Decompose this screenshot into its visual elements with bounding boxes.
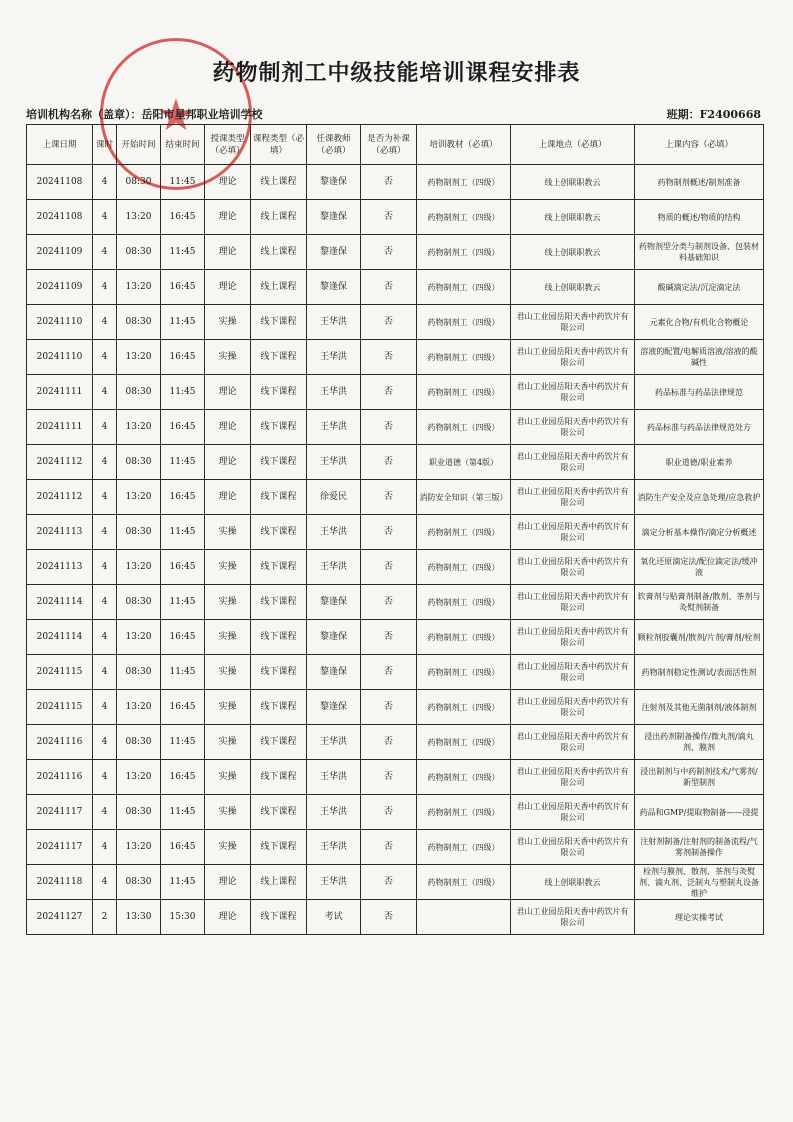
table-cell: 药物制剂概述/制剂准备: [635, 165, 764, 200]
table-cell: 否: [361, 865, 417, 900]
table-row: [27, 515, 764, 550]
table-cell: 实操: [205, 340, 251, 375]
table-cell: 王华洪: [307, 340, 361, 375]
table-cell: 线下课程: [251, 550, 307, 585]
table-cell: 实操: [205, 690, 251, 725]
table-cell: 11:45: [161, 165, 205, 200]
header-cell: 授课类型（必填）: [205, 125, 251, 165]
table-cell: 15:30: [161, 900, 205, 935]
table-cell: 药物制剂工（四级）: [417, 200, 511, 235]
table-cell: 注射剂及其他无菌制剂/液体制剂: [635, 690, 764, 725]
table-cell: 20241114: [27, 585, 93, 620]
table-cell: 否: [361, 235, 417, 270]
table-cell: 否: [361, 515, 417, 550]
table-cell: 否: [361, 690, 417, 725]
table-cell: 理论: [205, 445, 251, 480]
table-row: [27, 270, 764, 305]
table-cell: 线下课程: [251, 515, 307, 550]
table-row: [27, 830, 764, 865]
table-cell: 08:30: [117, 305, 161, 340]
table-cell: 王华洪: [307, 865, 361, 900]
table-cell: 4: [93, 270, 117, 305]
table-cell: 4: [93, 515, 117, 550]
table-row: [27, 375, 764, 410]
table-cell: 16:45: [161, 270, 205, 305]
table-cell: 13:20: [117, 760, 161, 795]
table-cell: 20241117: [27, 830, 93, 865]
table-cell: 君山工业园岳阳天香中药饮片有限公司: [511, 445, 635, 480]
table-cell: 2: [93, 900, 117, 935]
table-cell: 线上课程: [251, 235, 307, 270]
table-cell: 08:30: [117, 375, 161, 410]
header-cell: 上课地点（必填）: [511, 125, 635, 165]
table-cell: 线上创联职教云: [511, 235, 635, 270]
table-cell: 线上创联职教云: [511, 270, 635, 305]
table-cell: 线下课程: [251, 795, 307, 830]
table-cell: 20241115: [27, 655, 93, 690]
table-cell: 药品和GMP/提取物制备——浸提: [635, 795, 764, 830]
table-cell: 线上课程: [251, 865, 307, 900]
table-cell: 线下课程: [251, 760, 307, 795]
header-row: [27, 125, 764, 165]
table-cell: 消防生产安全及应急处理/应急救护: [635, 480, 764, 515]
table-cell: 药物制剂工（四级）: [417, 515, 511, 550]
table-cell: 11:45: [161, 725, 205, 760]
table-cell: 16:45: [161, 410, 205, 445]
table-cell: 4: [93, 445, 117, 480]
table-row: [27, 760, 764, 795]
table-cell: 20241116: [27, 760, 93, 795]
table-cell: 线下课程: [251, 900, 307, 935]
table-cell: 线下课程: [251, 830, 307, 865]
table-cell: 16:45: [161, 760, 205, 795]
header-cell: 培训教材（必填）: [417, 125, 511, 165]
table-cell: 4: [93, 655, 117, 690]
table-cell: 20241112: [27, 445, 93, 480]
table-cell: 君山工业园岳阳天香中药饮片有限公司: [511, 480, 635, 515]
table-cell: 线下课程: [251, 725, 307, 760]
table-cell: 线下课程: [251, 410, 307, 445]
table-cell: 氧化还原滴定法/配位滴定法/缓冲液: [635, 550, 764, 585]
table-cell: 实操: [205, 305, 251, 340]
table-cell: 否: [361, 340, 417, 375]
table-cell: 理论: [205, 200, 251, 235]
table-cell: 20241117: [27, 795, 93, 830]
table-cell: 药物制剂工（四级）: [417, 725, 511, 760]
table-cell: 否: [361, 270, 417, 305]
table-cell: 药物剂型分类与制剂设备、包装材料基础知识: [635, 235, 764, 270]
table-cell: 16:45: [161, 480, 205, 515]
table-cell: 线上创联职教云: [511, 865, 635, 900]
table-cell: 药物制剂工（四级）: [417, 655, 511, 690]
table-row: [27, 235, 764, 270]
table-cell: 4: [93, 375, 117, 410]
table-row: [27, 865, 764, 900]
table-cell: 实操: [205, 760, 251, 795]
table-row: [27, 655, 764, 690]
table-cell: 理论: [205, 410, 251, 445]
table-cell: 王华洪: [307, 830, 361, 865]
table-cell: 君山工业园岳阳天香中药饮片有限公司: [511, 340, 635, 375]
table-cell: 否: [361, 375, 417, 410]
table-cell: 理论: [205, 900, 251, 935]
table-cell: 实操: [205, 585, 251, 620]
table-cell: 11:45: [161, 235, 205, 270]
table-cell: 否: [361, 445, 417, 480]
header-cell: 上课日期: [27, 125, 93, 165]
table-cell: 药物制剂工（四级）: [417, 270, 511, 305]
table-row: [27, 795, 764, 830]
table-cell: 线下课程: [251, 620, 307, 655]
table-cell: 君山工业园岳阳天香中药饮片有限公司: [511, 830, 635, 865]
table-cell: 黎逢保: [307, 165, 361, 200]
table-cell: 君山工业园岳阳天香中药饮片有限公司: [511, 795, 635, 830]
table-cell: 药物制剂工（四级）: [417, 760, 511, 795]
table-cell: 药物制剂工（四级）: [417, 375, 511, 410]
table-cell: 13:20: [117, 340, 161, 375]
table-cell: 线上创联职教云: [511, 200, 635, 235]
table-cell: 理论: [205, 375, 251, 410]
org-label: 培训机构名称（盖章）：岳阳市星邦职业培训学校: [26, 108, 263, 121]
table-cell: 黎逢保: [307, 270, 361, 305]
table-row: [27, 585, 764, 620]
table-cell: 王华洪: [307, 410, 361, 445]
table-cell: 16:45: [161, 620, 205, 655]
table-cell: 20241111: [27, 410, 93, 445]
table-cell: 20241113: [27, 550, 93, 585]
table-cell: 线下课程: [251, 690, 307, 725]
table-cell: 药品标准与药品法律规范: [635, 375, 764, 410]
table-cell: 4: [93, 690, 117, 725]
table-cell: 药物制剂工（四级）: [417, 795, 511, 830]
table-cell: 08:30: [117, 725, 161, 760]
table-cell: 否: [361, 760, 417, 795]
table-cell: 20241108: [27, 165, 93, 200]
table-cell: 药物制剂工（四级）: [417, 585, 511, 620]
table-cell: 11:45: [161, 585, 205, 620]
table-cell: 实操: [205, 725, 251, 760]
table-cell: 实操: [205, 620, 251, 655]
table-cell: 君山工业园岳阳天香中药饮片有限公司: [511, 375, 635, 410]
table-cell: 13:20: [117, 830, 161, 865]
table-cell: 理论: [205, 165, 251, 200]
table-cell: 否: [361, 410, 417, 445]
table-cell: 注射剂制备/注射剂的制备流程/气雾剂制备操作: [635, 830, 764, 865]
table-body: [27, 165, 764, 935]
table-cell: 08:30: [117, 655, 161, 690]
table-cell: 滴定分析基本操作/滴定分析概述: [635, 515, 764, 550]
table-cell: 实操: [205, 515, 251, 550]
table-cell: 颗粒剂胶囊剂/散剂/片剂/膏剂/栓剂: [635, 620, 764, 655]
table-cell: 浸出制剂与中药制剂技术/气雾剂/新型制剂: [635, 760, 764, 795]
table-cell: 君山工业园岳阳天香中药饮片有限公司: [511, 725, 635, 760]
header-cell: 课程类型（必填）: [251, 125, 307, 165]
table-cell: 否: [361, 900, 417, 935]
table-cell: 20241110: [27, 340, 93, 375]
table-cell: 08:30: [117, 235, 161, 270]
table-row: [27, 550, 764, 585]
table-cell: 君山工业园岳阳天香中药饮片有限公司: [511, 690, 635, 725]
table-cell: 4: [93, 235, 117, 270]
table-cell: 16:45: [161, 200, 205, 235]
header-cell: 上课内容（必填）: [635, 125, 764, 165]
table-cell: 君山工业园岳阳天香中药饮片有限公司: [511, 515, 635, 550]
table-cell: 4: [93, 550, 117, 585]
table-cell: 否: [361, 725, 417, 760]
table-cell: 君山工业园岳阳天香中药饮片有限公司: [511, 655, 635, 690]
table-cell: 20241113: [27, 515, 93, 550]
table-cell: 13:20: [117, 270, 161, 305]
table-cell: 11:45: [161, 655, 205, 690]
table-cell: 线下课程: [251, 480, 307, 515]
table-row: [27, 305, 764, 340]
table-cell: 君山工业园岳阳天香中药饮片有限公司: [511, 585, 635, 620]
table-cell: 实操: [205, 830, 251, 865]
table-cell: 11:45: [161, 445, 205, 480]
table-cell: 4: [93, 200, 117, 235]
table-cell: 消防安全知识（第三版）: [417, 480, 511, 515]
table-cell: 王华洪: [307, 550, 361, 585]
table-cell: 16:45: [161, 830, 205, 865]
table-cell: 11:45: [161, 865, 205, 900]
table-cell: 否: [361, 585, 417, 620]
table-cell: 理论: [205, 865, 251, 900]
table-cell: 药物制剂工（四级）: [417, 865, 511, 900]
table-cell: 4: [93, 830, 117, 865]
table-cell: 药物制剂工（四级）: [417, 410, 511, 445]
table-cell: 理论实操考试: [635, 900, 764, 935]
document-title: 药物制剂工中级技能培训课程安排表: [212, 60, 581, 86]
table-cell: 4: [93, 340, 117, 375]
table-cell: 职业道德/职业素养: [635, 445, 764, 480]
table-cell: 4: [93, 410, 117, 445]
table-row: [27, 200, 764, 235]
table-cell: 溶液的配置/电解质溶液/溶液的酸碱性: [635, 340, 764, 375]
table-cell: 否: [361, 550, 417, 585]
table-row: [27, 620, 764, 655]
table-row: [27, 340, 764, 375]
table-cell: [417, 900, 511, 935]
table-cell: 4: [93, 305, 117, 340]
table-cell: 王华洪: [307, 795, 361, 830]
table-cell: 否: [361, 795, 417, 830]
table-cell: 君山工业园岳阳天香中药饮片有限公司: [511, 550, 635, 585]
header-cell: 结束时间: [161, 125, 205, 165]
table-cell: 药物制剂工（四级）: [417, 690, 511, 725]
table-cell: 20241127: [27, 900, 93, 935]
table-cell: 考试: [307, 900, 361, 935]
table-cell: 黎逢保: [307, 655, 361, 690]
table-row: [27, 690, 764, 725]
table-cell: 线下课程: [251, 305, 307, 340]
table-cell: 11:45: [161, 795, 205, 830]
table-cell: 4: [93, 760, 117, 795]
table-cell: 11:45: [161, 515, 205, 550]
class-label: 班期：F2400668: [666, 108, 761, 121]
table-cell: 08:30: [117, 445, 161, 480]
table-cell: 16:45: [161, 340, 205, 375]
table-cell: 药物制剂工（四级）: [417, 235, 511, 270]
table-cell: 黎逢保: [307, 585, 361, 620]
table-cell: 线下课程: [251, 585, 307, 620]
table-cell: 黎逢保: [307, 235, 361, 270]
table-cell: 王华洪: [307, 760, 361, 795]
table-cell: 药物制剂工（四级）: [417, 550, 511, 585]
table-cell: 20241116: [27, 725, 93, 760]
table-cell: 君山工业园岳阳天香中药饮片有限公司: [511, 410, 635, 445]
table-cell: 实操: [205, 795, 251, 830]
table-cell: 20241111: [27, 375, 93, 410]
header-cell: 任课教师（必填）: [307, 125, 361, 165]
table-cell: 20241109: [27, 235, 93, 270]
table-cell: 13:20: [117, 620, 161, 655]
table-cell: 实操: [205, 655, 251, 690]
table-cell: 药物制剂工（四级）: [417, 830, 511, 865]
table-cell: 君山工业园岳阳天香中药饮片有限公司: [511, 305, 635, 340]
table-cell: 13:20: [117, 690, 161, 725]
table-cell: 药物制剂工（四级）: [417, 305, 511, 340]
table-cell: 否: [361, 165, 417, 200]
table-row: [27, 480, 764, 515]
table-cell: 16:45: [161, 550, 205, 585]
table-cell: 4: [93, 620, 117, 655]
header-cell: 开始时间: [117, 125, 161, 165]
table-cell: 13:20: [117, 480, 161, 515]
table-cell: 11:45: [161, 375, 205, 410]
table-cell: 药品标准与药品法律规范处方: [635, 410, 764, 445]
table-cell: 20241109: [27, 270, 93, 305]
table-cell: 否: [361, 655, 417, 690]
table-cell: 线下课程: [251, 655, 307, 690]
table-cell: 王华洪: [307, 375, 361, 410]
table-cell: 酸碱滴定法/沉淀滴定法: [635, 270, 764, 305]
table-cell: 13:20: [117, 410, 161, 445]
table-cell: 药物制剂稳定性测试/表面活性剂: [635, 655, 764, 690]
table-cell: 08:30: [117, 585, 161, 620]
table-cell: 栓剂与膜剂、散剂、茶剂与灸熨剂、滴丸剂、泛制丸与塑制丸设备维护: [635, 865, 764, 900]
table-cell: 13:20: [117, 550, 161, 585]
table-cell: 16:45: [161, 690, 205, 725]
table-cell: 物质的概述/物质的结构: [635, 200, 764, 235]
table-cell: 08:30: [117, 515, 161, 550]
table-cell: 君山工业园岳阳天香中药饮片有限公司: [511, 620, 635, 655]
table-cell: 黎逢保: [307, 620, 361, 655]
table-cell: 职业道德（第4版）: [417, 445, 511, 480]
table-cell: 20241108: [27, 200, 93, 235]
table-cell: 4: [93, 585, 117, 620]
table-cell: 药物制剂工（四级）: [417, 620, 511, 655]
table-cell: 软膏剂与贴膏剂制备/散剂、茶剂与灸熨剂制备: [635, 585, 764, 620]
table-cell: 20241115: [27, 690, 93, 725]
table-cell: 王华洪: [307, 445, 361, 480]
header-cell: 课时: [93, 125, 117, 165]
table-cell: 王华洪: [307, 515, 361, 550]
table-row: [27, 410, 764, 445]
table-cell: 君山工业园岳阳天香中药饮片有限公司: [511, 900, 635, 935]
table-cell: 否: [361, 620, 417, 655]
table-row: [27, 900, 764, 935]
table-cell: 浸出药剂制备操作/微丸剂/滴丸剂、膜剂: [635, 725, 764, 760]
table-cell: 20241114: [27, 620, 93, 655]
table-cell: 线上课程: [251, 270, 307, 305]
table-cell: 徐爱民: [307, 480, 361, 515]
table-cell: 4: [93, 480, 117, 515]
table-cell: 王华洪: [307, 305, 361, 340]
table-cell: 08:30: [117, 795, 161, 830]
table-cell: 4: [93, 865, 117, 900]
table-cell: 否: [361, 200, 417, 235]
table-cell: 4: [93, 725, 117, 760]
header-cell: 是否为补课（必填）: [361, 125, 417, 165]
table-cell: 否: [361, 305, 417, 340]
table-cell: 4: [93, 165, 117, 200]
table-cell: 君山工业园岳阳天香中药饮片有限公司: [511, 760, 635, 795]
table-cell: 黎逢保: [307, 200, 361, 235]
table-cell: 20241110: [27, 305, 93, 340]
table-cell: 线下课程: [251, 445, 307, 480]
table-cell: 理论: [205, 480, 251, 515]
table-cell: 理论: [205, 270, 251, 305]
table-cell: 王华洪: [307, 725, 361, 760]
table-cell: 线上创联职教云: [511, 165, 635, 200]
table-cell: 11:45: [161, 305, 205, 340]
table-cell: 08:30: [117, 165, 161, 200]
table-row: [27, 445, 764, 480]
table-cell: 4: [93, 795, 117, 830]
table-cell: 13:20: [117, 200, 161, 235]
table-cell: 08:30: [117, 865, 161, 900]
table-cell: 20241118: [27, 865, 93, 900]
table-cell: 实操: [205, 550, 251, 585]
table-cell: 线上课程: [251, 200, 307, 235]
table-cell: 药物制剂工（四级）: [417, 165, 511, 200]
schedule-table: [26, 124, 764, 935]
table-cell: 元素化合物/有机化合物概论: [635, 305, 764, 340]
table-row: [27, 165, 764, 200]
table-cell: 线下课程: [251, 375, 307, 410]
seal-star-icon: ★: [156, 90, 196, 141]
table-cell: 13:30: [117, 900, 161, 935]
table-row: [27, 725, 764, 760]
table-cell: 否: [361, 830, 417, 865]
table-cell: 否: [361, 480, 417, 515]
table-cell: 线下课程: [251, 340, 307, 375]
table-cell: 线上课程: [251, 165, 307, 200]
table-cell: 黎逢保: [307, 690, 361, 725]
table-cell: 药物制剂工（四级）: [417, 340, 511, 375]
table-cell: 20241112: [27, 480, 93, 515]
table-cell: 理论: [205, 235, 251, 270]
